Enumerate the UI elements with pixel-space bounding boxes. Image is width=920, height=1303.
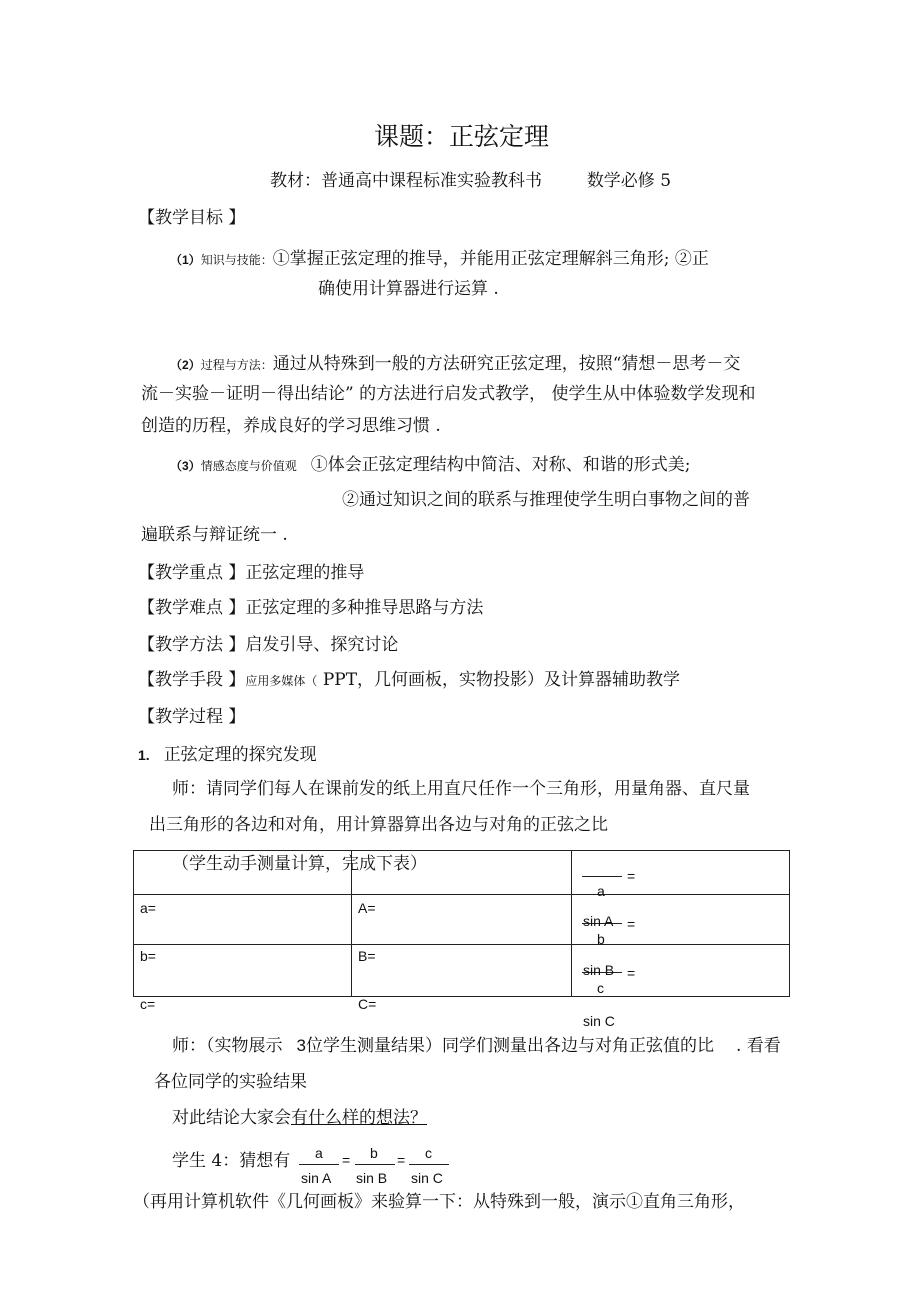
ratio-eq: =	[627, 916, 636, 932]
page-title: 课题：正弦定理	[374, 122, 550, 151]
difficulty-line	[138, 598, 483, 618]
table-side-a: a=	[140, 900, 156, 916]
process-heading: 【教学过程 】	[138, 707, 246, 727]
objective-2-text1: 通过从特殊到一般的方法研究正弦定理，按照“猜想－思考－交	[272, 354, 741, 374]
means-line	[138, 670, 680, 691]
objective-1-label: 知识与技能：	[200, 253, 273, 267]
objective-3-num: （3）	[170, 459, 201, 473]
textbook-prefix: 教材：普通高中课程标准实验教科书	[270, 171, 542, 191]
section1-num: 1.	[138, 747, 150, 763]
key-point-text: 正弦定理的推导	[245, 563, 365, 583]
table-left-border	[133, 850, 134, 997]
objective-3-line2: ②通过知识之间的联系与推理使学生明白事物之间的普	[342, 490, 750, 510]
guess-num-b: b	[370, 1145, 378, 1161]
method-heading: 【教学方法 】	[138, 635, 246, 655]
objective-2-line3: 创造的历程，养成良好的学习思维习惯 .	[141, 416, 441, 436]
table-side-c: c=	[140, 996, 156, 1012]
objective-1-line1	[170, 249, 709, 270]
objective-2-line2: 流－实验－证明－得出结论” 的方法进行启发式教学， 使学生从中体验数学发现和	[141, 384, 756, 404]
table-angle-b: B=	[358, 948, 376, 964]
fraction-bar	[409, 1164, 449, 1165]
table-right-border	[789, 850, 790, 997]
objective-3-text1: ①体会正弦定理结构中简洁、对称、和谐的形式美;	[310, 455, 691, 475]
para3-end: . 看看	[735, 1036, 781, 1056]
method-text: 启发引导、探究讨论	[245, 635, 399, 655]
textbook-line	[270, 171, 671, 191]
objective-3-line3: 遍联系与辩证统一 .	[141, 525, 288, 545]
means-text: PPT，几何画板，实物投影）及计算器辅助教学	[317, 670, 681, 690]
ratio-den-b: sin B	[583, 962, 615, 978]
guess-den-a: sin A	[301, 1170, 332, 1186]
guess-den-c: sin C	[411, 1170, 443, 1186]
textbook-book: 数学必修 5	[586, 171, 672, 191]
section1-title: 正弦定理的探究发现	[163, 745, 317, 765]
table-bottom-border	[133, 996, 790, 997]
table-col-line	[571, 850, 572, 997]
objective-3-label: 情感态度与价值观	[200, 459, 297, 473]
objective-2-line1	[170, 354, 740, 375]
question-line	[172, 1108, 457, 1128]
para3-prefix: 师：（实物展示	[172, 1036, 283, 1056]
section1-para2: 出三角形的各边和对角，用计算器算出各边与对角的正弦之比	[149, 815, 608, 835]
last-line: （再用计算机软件《几何画板》来验算一下：从特殊到一般，演示①直角三角形，	[133, 1192, 745, 1212]
para3-num: 3	[296, 1036, 306, 1055]
table-angle-c: C=	[358, 996, 377, 1012]
question-suffix: ？	[410, 1108, 427, 1128]
ratio-num-c: c	[597, 980, 604, 996]
section1-para1: 师：请同学们每人在课前发的纸上用直尺任作一个三角形，用量角器、直尺量	[172, 779, 750, 799]
para3-line2: 各位同学的实验结果	[154, 1072, 307, 1092]
guess-num-c: c	[425, 1145, 432, 1161]
ratio-num-b: b	[597, 931, 605, 947]
key-point-heading: 【教学重点 】	[138, 563, 246, 583]
question-underlined: 有什么样的想法	[291, 1108, 410, 1128]
table-top-border	[133, 850, 790, 851]
ratio-den-c: sin C	[583, 1013, 615, 1029]
objective-2-num: （2）	[170, 358, 201, 372]
objective-1-num: （1）	[170, 253, 201, 267]
fraction-bar	[299, 1164, 339, 1165]
means-heading: 【教学手段 】	[138, 670, 246, 690]
guess-num-a: a	[315, 1145, 323, 1161]
table-caption: （学生动手测量计算，完成下表）	[172, 854, 427, 874]
table-row-line	[133, 894, 790, 895]
ratio-eq: =	[627, 868, 636, 884]
guess-eq: =	[397, 1152, 406, 1168]
ratio-eq: =	[627, 965, 636, 981]
difficulty-heading: 【教学难点 】	[138, 598, 246, 618]
section1-line	[138, 745, 317, 765]
table-angle-a: A=	[358, 900, 376, 916]
objective-1-line2: 确使用计算器进行运算 .	[318, 279, 499, 299]
method-line	[138, 635, 398, 655]
objectives-heading: 【教学目标 】	[138, 208, 246, 228]
para3-line1	[172, 1036, 781, 1056]
objective-2-label: 过程与方法：	[200, 358, 273, 372]
para3-rest: 位学生测量结果）同学们测量出各边与对角正弦值的比	[305, 1036, 714, 1056]
table-side-b: b=	[140, 948, 156, 964]
objective-1-text1: ①掌握正弦定理的推导，并能用正弦定理解斜三角形; ②正	[272, 249, 709, 269]
guess-label: 学生 4：猜想有	[172, 1151, 291, 1171]
guess-den-b: sin B	[356, 1170, 388, 1186]
objective-3-line1	[170, 455, 690, 476]
ratio-den-a: sin A	[583, 913, 614, 929]
ratio-num-a: a	[597, 883, 605, 899]
guess-eq: =	[342, 1152, 351, 1168]
difficulty-text: 正弦定理的多种推导思路与方法	[245, 598, 484, 618]
key-point-line	[138, 563, 364, 583]
means-small: 应用多媒体（	[245, 674, 318, 688]
fraction-bar	[582, 876, 622, 877]
question-prefix: 对此结论大家会	[172, 1108, 291, 1128]
table-row-line	[133, 944, 790, 945]
fraction-bar	[355, 1164, 395, 1165]
